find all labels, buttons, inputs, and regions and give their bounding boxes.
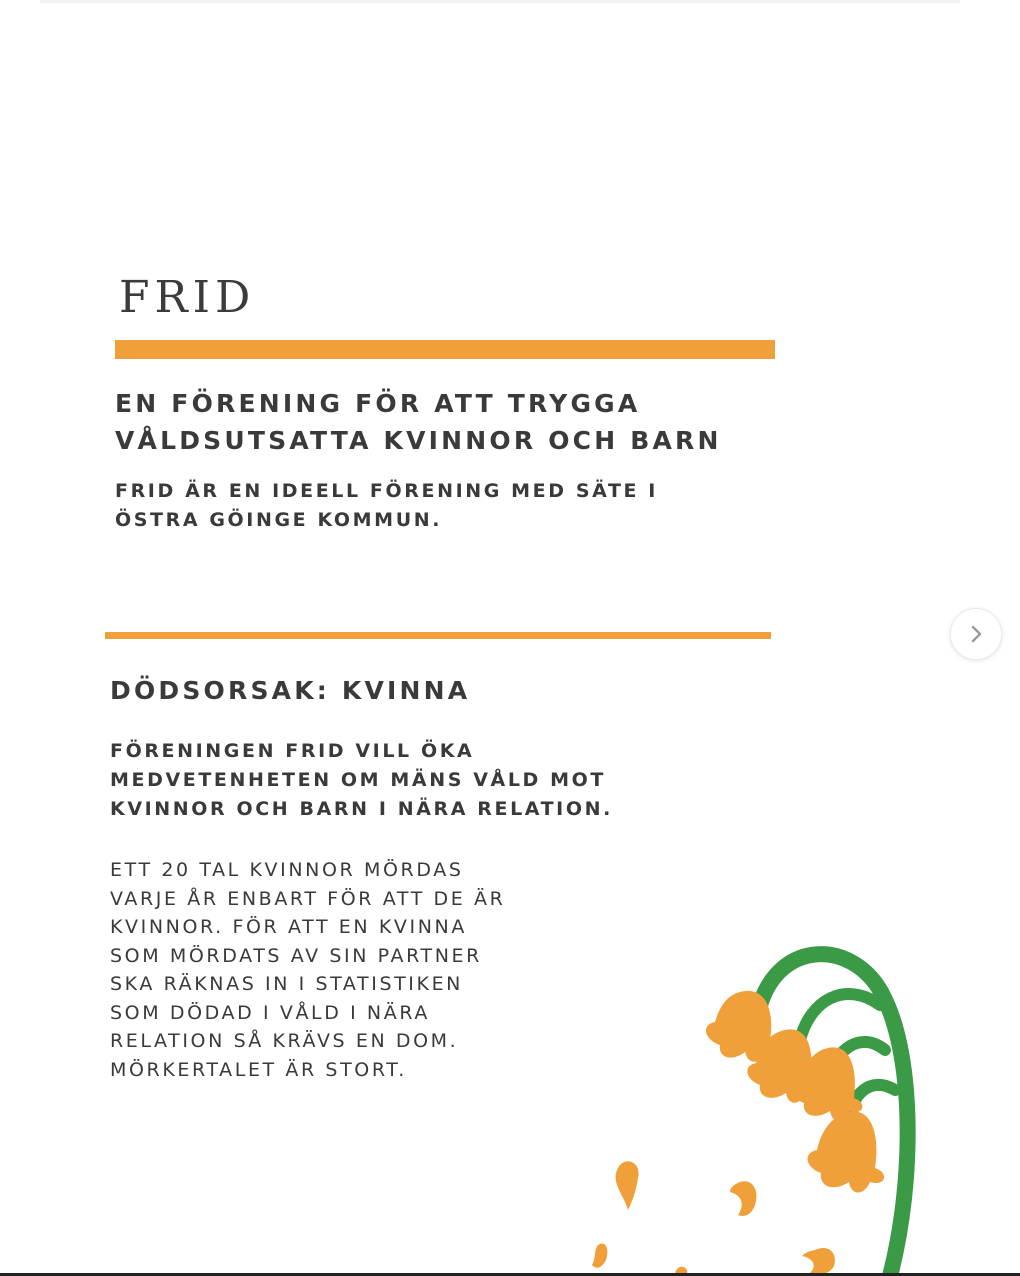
orange-bar-middle	[105, 632, 771, 639]
orange-bar-top	[115, 340, 775, 359]
lily-of-the-valley-icon	[580, 930, 940, 1276]
frid-logo: FRID	[119, 272, 256, 323]
body-line: KVINNOR. FÖR ATT EN KVINNA	[110, 916, 467, 938]
next-slide-button[interactable]	[950, 608, 1002, 660]
body-line: RELATION SÅ KRÄVS EN DOM.	[110, 1030, 459, 1052]
mission-line: FÖRENINGEN FRID VILL ÖKA	[110, 740, 475, 762]
body-line: SKA RÄKNAS IN I STATISTIKEN	[110, 973, 463, 995]
mission-line: MEDVETENHETEN OM MÄNS VÅLD MOT	[110, 769, 606, 791]
top-divider	[40, 0, 960, 3]
body-line: ETT 20 TAL KVINNOR MÖRDAS	[110, 859, 464, 881]
heading-line: EN FÖRENING FÖR ATT TRYGGA	[115, 389, 641, 418]
section-title: DÖDSORSAK: KVINNA	[110, 676, 471, 705]
intro-line: ÖSTRA GÖINGE KOMMUN.	[115, 509, 443, 531]
body-line: VARJE ÅR ENBART FÖR ATT DE ÄR	[110, 887, 506, 910]
body-line: SOM DÖDAD I VÅLD I NÄRA	[110, 1001, 430, 1024]
intro-line: FRID ÄR EN IDEELL FÖRENING MED SÄTE I	[115, 480, 658, 502]
body-line: MÖRKERTALET ÄR STORT.	[110, 1058, 407, 1081]
heading	[115, 385, 722, 459]
intro-text	[115, 477, 658, 535]
mission-text	[110, 737, 613, 824]
heading-line: VÅLDSUTSATTA KVINNOR OCH BARN	[115, 426, 722, 455]
body-text	[110, 856, 505, 1084]
body-line: SOM MÖRDATS AV SIN PARTNER	[110, 944, 482, 967]
mission-line: KVINNOR OCH BARN I NÄRA RELATION.	[110, 798, 613, 820]
chevron-right-icon	[966, 624, 986, 644]
